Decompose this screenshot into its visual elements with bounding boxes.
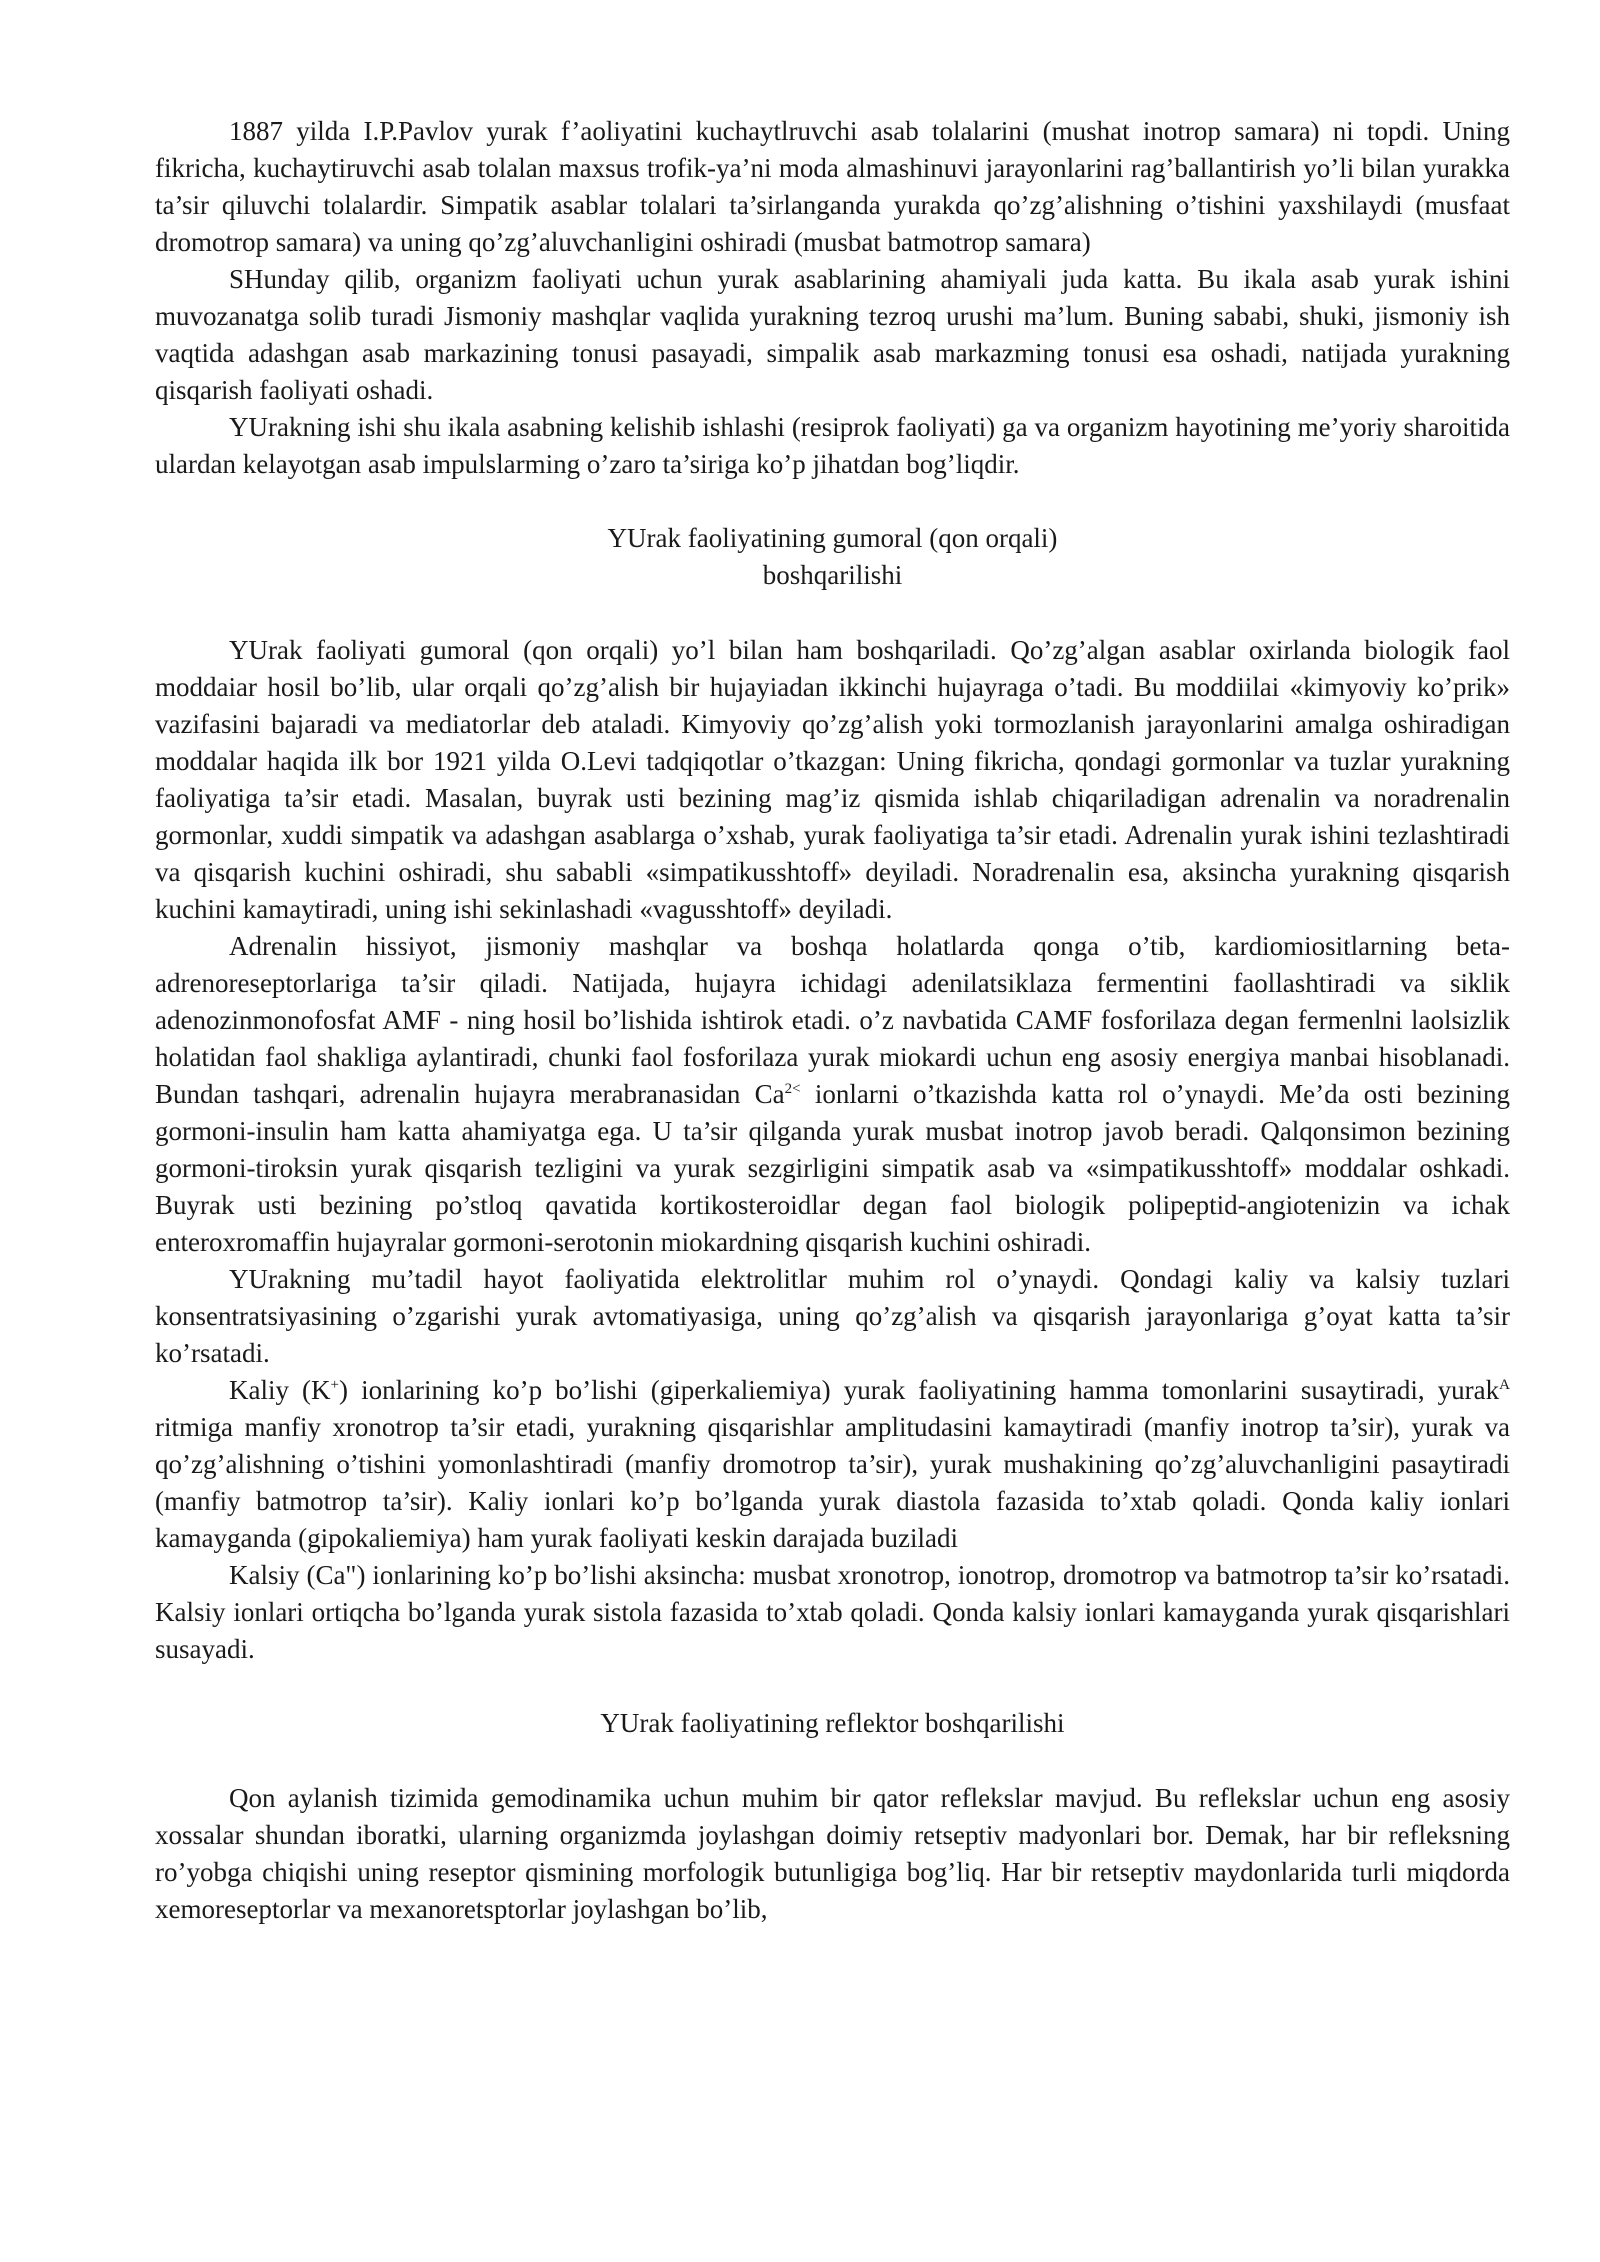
spacer <box>155 1742 1510 1780</box>
paragraph-adrenalin <box>155 928 1510 1261</box>
spacer <box>155 1668 1510 1705</box>
kaliy-text-2: ) ionlarining ko’p bo’lishi (giperkaliemiya) yurak faoliyatining hamma tomonlarini susaytiradi, yurak <box>339 1375 1500 1405</box>
paragraph-elektrolit: YUrakning mu’tadil hayot faoliyatida elektrolitlar muhim rol o’ynaydi. Qondagi kaliy va kalsiy tuzlari konsentratsiyasining o’zgarishi yurak avtomatiyasiga, uning qo’zg’alish va qisqarish jarayonlariga g’oyat katta ta’sir ko’rsatadi. <box>155 1264 1510 1368</box>
paragraph-gumoral: YUrak faoliyati gumoral (qon orqali) yo’l bilan ham boshqariladi. Qo’zg’algan asablar oxirlanda biologik faol moddaiar hosil bo’lib, ular orqali qo’zg’alish bir hujayiadan ikkinchi hujayraga o’tadi. Bu moddiilai «kimyoviy ko’prik» vazifasini bajaradi va mediatorlar deb ataladi. Kimyoviy qo’zg’alish yoki tormozlanish jarayonlarini amalga oshiradigan moddalar haqida ilk bor 1921 yilda O.Levi tadqiqotlar o’tkazgan: Uning fikricha, qondagi gormonlar va tuzlar yurakning faoliyatiga ta’sir etadi. Masalan, buyrak usti bezining mag’iz qismida ishlab chiqariladigan adrenalin va noradrenalin gormonlar, xuddi simpatik va adashgan asablarga o’xshab, yurak faoliyatiga ta’sir etadi. Adrenalin yurak ishini tezlashtiradi va qisqarish kuchini oshiradi, shu sababli «simpatikusshtoff» deyiladi. Noradrenalin esa, aksincha yurakning qisqarish kuchini kamaytiradi, uning ishi sekinlashadi «vagusshtoff» deyiladi. <box>155 635 1510 924</box>
section-heading-reflektor: YUrak faoliyatining reflektor boshqarilishi <box>600 1708 1065 1738</box>
kaliy-text-1: Kaliy (K <box>229 1375 331 1405</box>
heading-line-2: boshqarilishi <box>762 560 903 590</box>
paragraph-resiprok: YUrakning ishi shu ikala asabning kelishib ishlashi (resiprok faoliyati) ga va organizm hayotining me’yoriy sharoitida ulardan kelayotgan asab impulslarming o’zaro ta’siriga ko’p jihatdan bog’liqdir. <box>155 412 1510 479</box>
spacer <box>155 594 1510 632</box>
adrenalin-text-after: ionlarni o’tkazishda katta rol o’ynaydi. Me’da osti bezining gormoni-insulin ham katta ahamiyatga ega. U ta’sir qilganda yurak musbat inotrop javob beradi. Qalqonsimon bezining gormoni-tiroksin yurak qisqarish tezligini va yurak sezgirligini simpatik asab va «simpatikusshtoff» moddalar oshkadi. Buyrak usti bezining po’stloq qavatida kortikosteroidlar degan faol biologik polipeptid-angiotenizin va ichak enteroxromaffin hujayralar gormoni-serotonin miokardning qisqarish kuchini oshiradi. <box>155 1079 1510 1257</box>
spacer <box>155 483 1510 520</box>
heading-line-1: YUrak faoliyatining gumoral (qon orqali) <box>607 523 1058 553</box>
section-heading-gumoral <box>155 520 1510 594</box>
kaliy-text-3: ritmiga manfiy xronotrop ta’sir etadi, yurakning qisqarishlar amplitudasini kamaytiradi (manfiy inotrop ta’sir), yurak va qo’zg’alishning o’tishini yomonlashtiradi (manfiy dromotrop ta’sir), yurak mushakining qo’zg’aluvchanligini pasaytiradi (manfiy batmotrop ta’sir). Kaliy ionlari ko’p bo’lganda yurak diastola fazasida to’xtab qoladi. Qonda kaliy ionlari kamayganda (gipokaliemiya) ham yurak faoliyati keskin darajada buziladi <box>155 1412 1510 1553</box>
paragraph-reflex: Qon aylanish tizimida gemodinamika uchun muhim bir qator reflekslar mavjud. Bu reflekslar uchun eng asosiy xossalar shundan iboratki, ularning organizmda joylashgan doimiy retseptiv madyonlari bor. Demak, har bir refleksning ro’yobga chiqishi uning reseptor qismining morfologik butunligiga bog’liq. Har bir retseptiv maydonlarida turli miqdorda xemoreseptorlar va mexanoretsptorlar joylashgan bo’lib, <box>155 1783 1510 1924</box>
calcium-charge-superscript: 2< <box>784 1081 801 1097</box>
document-page <box>155 113 1510 1928</box>
paragraph-kaliy <box>155 1372 1510 1557</box>
paragraph-pavlov: 1887 yilda I.P.Pavlov yurak f’aoliyatini kuchaytlruvchi asab tolalarini (mushat inotrop samara) ni topdi. Uning fikricha, kuchaytiruvchi asab tolalan maxsus trofik-ya’ni moda almashinuvi jarayonlarini rag’ballantirish yo’li bilan yurakka ta’sir qiluvchi tolalardir. Simpatik asablar tolalari ta’sirlanganda yurakda qo’zg’alishning o’tishini yaxshilaydi (musfaat dromotrop samara) va uning qo’zg’aluvchanligini oshiradi (musbat batmotrop samara) <box>155 116 1510 257</box>
adrenalin-text-before: Adrenalin hissiyot, jismoniy mashqlar va boshqa holatlarda qonga o’tib, kardiomiositlarning beta-adrenoreseptorlariga ta’sir qiladi. Natijada, hujayra ichidagi adenilatsiklaza fermentini faollashtiradi va siklik adenozinmonofosfat AMF - ning hosil bo’lishida ishtirok etadi. o’z navbatida CAMF fosforilaza degan fermenlni laolsizlik holatidan faol shakliga aylantiradi, chunki faol fosforilaza yurak miokardi uchun eng asosiy energiya manbai hisoblanadi. Bundan tashqari, adrenalin hujayra merabranasidan Ca <box>155 931 1510 1109</box>
potassium-charge-superscript: + <box>330 1377 340 1393</box>
paragraph-kalsiy: Kalsiy (Ca") ionlarining ko’p bo’lishi aksincha: musbat xronotrop, ionotrop, dromotrop va batmotrop ta’sir ko’rsatadi. Kalsiy ionlari ortiqcha bo’lganda yurak sistola fazasida to’xtab qoladi. Qonda kalsiy ionlari kamayganda yurak qisqarishlari susayadi. <box>155 1560 1510 1664</box>
yurak-superscript: A <box>1499 1377 1510 1393</box>
paragraph-shunday: SHunday qilib, organizm faoliyati uchun yurak asablarining ahamiyali juda katta. Bu ikala asab yurak ishini muvozanatga solib turadi Jismoniy mashqlar vaqlida yurakning tezroq urushi ma’lum. Buning sababi, shuki, jismoniy ish vaqtida adashgan asab markazining tonusi pasayadi, simpalik asab markazming tonusi esa oshadi, natijada yurakning qisqarish faoliyati oshadi. <box>155 264 1510 405</box>
